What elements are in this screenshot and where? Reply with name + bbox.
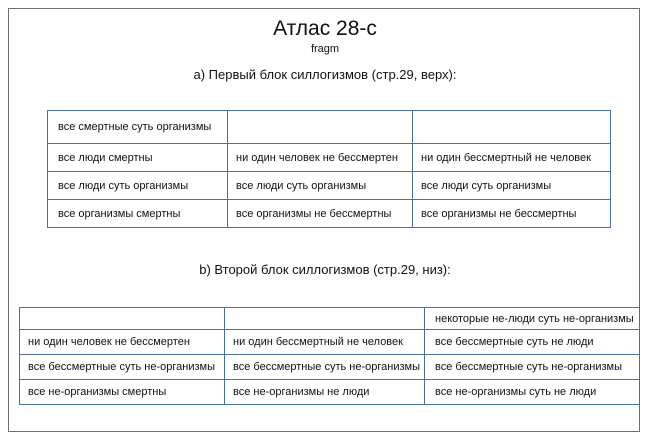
section-a-heading: а) Первый блок силлогизмов (стр.29, верх): [193, 67, 457, 82]
table-cell: все не-организмы смертны [20, 380, 225, 405]
table-cell: все не-организмы не люди [225, 380, 425, 405]
table-row [20, 330, 640, 355]
table-cell: все смертные суть организмы [48, 111, 228, 144]
syllogism-table-a [47, 110, 611, 228]
table-row [48, 144, 611, 172]
page-subtitle: fragm [310, 43, 340, 55]
table-cell: все организмы не бессмертны [228, 200, 413, 228]
table-cell: ни один бессмертный не человек [413, 144, 611, 172]
table-cell: все бессмертные суть не-организмы [225, 355, 425, 380]
table-cell: все люди суть организмы [228, 172, 413, 200]
table-cell: все организмы не бессмертны [413, 200, 611, 228]
table-row [20, 380, 640, 405]
table-cell: все бессмертные суть не люди [425, 330, 640, 355]
table-cell [20, 308, 225, 330]
table-cell [228, 111, 413, 144]
table-cell: некоторые не-люди суть не-организмы [425, 308, 640, 330]
table-cell: все люди смертны [48, 144, 228, 172]
section-b-heading: b) Второй блок силлогизмов (стр.29, низ): [199, 262, 451, 277]
table-cell: все люди суть организмы [48, 172, 228, 200]
table-cell: все не-организмы суть не люди [425, 380, 640, 405]
table-row [20, 308, 640, 330]
table-cell [413, 111, 611, 144]
table-cell: все организмы смертны [48, 200, 228, 228]
table-row [48, 111, 611, 144]
syllogism-table-b [19, 307, 640, 405]
page-title: Атлас 28-с [273, 17, 377, 40]
table-cell: ни один человек не бессмертен [20, 330, 225, 355]
table-row [48, 200, 611, 228]
table-cell: ни один бессмертный не человек [225, 330, 425, 355]
table-cell: все люди суть организмы [413, 172, 611, 200]
table-row [48, 172, 611, 200]
table-cell: все бессмертные суть не-организмы [20, 355, 225, 380]
table-row [20, 355, 640, 380]
table-cell: ни один человек не бессмертен [228, 144, 413, 172]
table-cell: все бессмертные суть не-организмы [425, 355, 640, 380]
table-cell [225, 308, 425, 330]
